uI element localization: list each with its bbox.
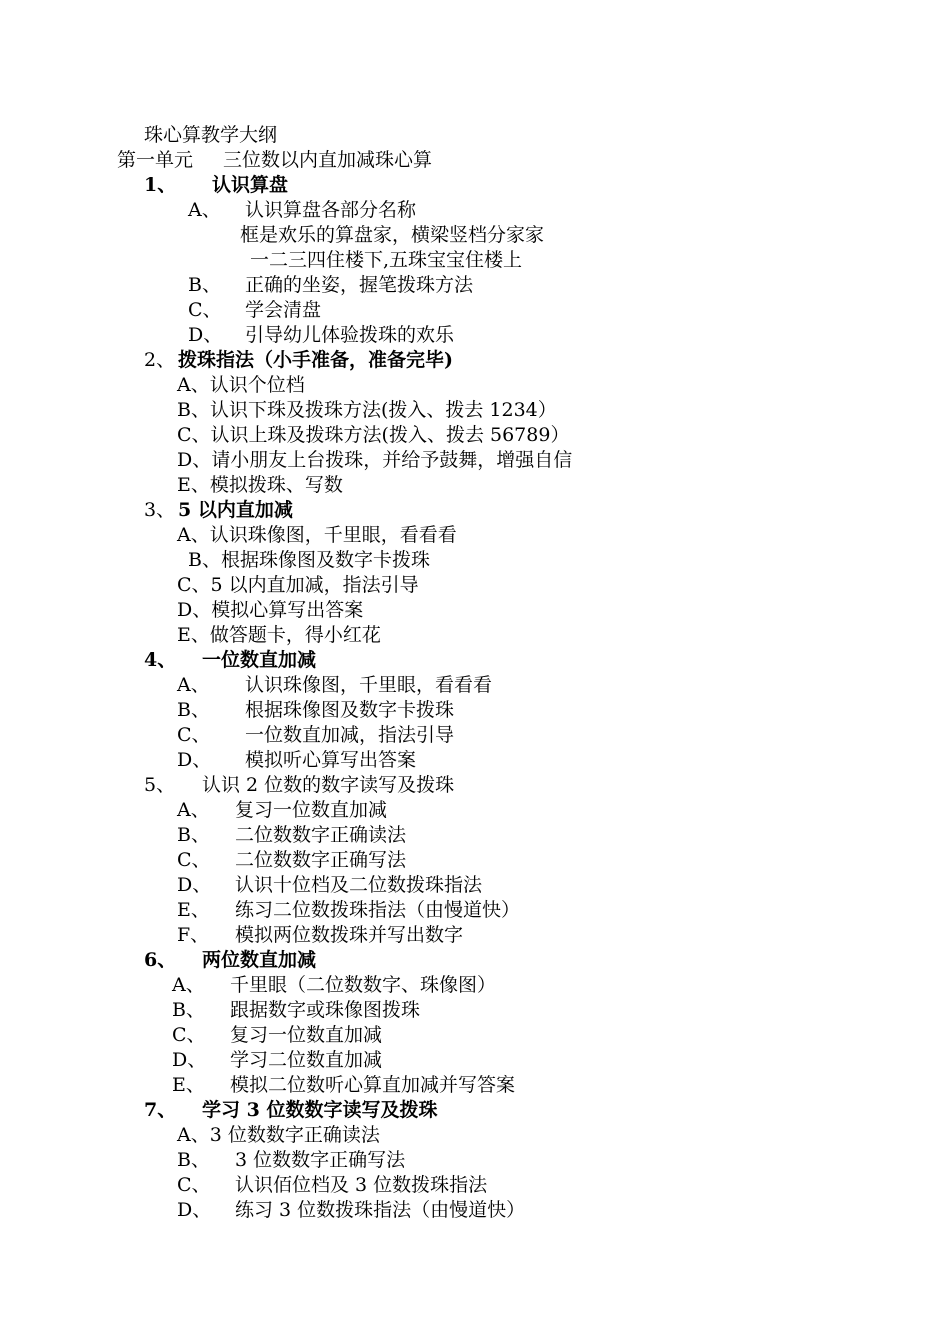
section-heading — [144, 648, 316, 673]
list-item: A、认识珠像图，千里眼，看看看 — [177, 524, 457, 546]
section-marker: 2、 — [144, 349, 176, 371]
list-item: D、 学习二位数直加减 — [172, 1049, 383, 1071]
list-item: A、3 位数数字正确读法 — [177, 1124, 380, 1146]
list-item: C、 认识佰位档及 3 位数拨珠指法 — [177, 1174, 488, 1196]
section-heading — [144, 173, 288, 198]
section-marker: 1、 — [144, 174, 177, 196]
list-item: A、 复习一位数直加减 — [177, 799, 388, 821]
list-item: C、5 以内直加减，指法引导 — [177, 574, 419, 596]
list-item: E、做答题卡，得小红花 — [177, 624, 381, 646]
section-marker: 7、 — [144, 1099, 177, 1121]
unit-title: 三位数以内直加减珠心算 — [223, 149, 433, 171]
list-item: D、请小朋友上台拨珠，并给予鼓舞，增强自信 — [177, 449, 573, 471]
list-item: B、 3 位数数字正确写法 — [177, 1149, 406, 1171]
section-heading — [144, 348, 453, 373]
list-item: F、 模拟两位数拨珠并写出数字 — [177, 924, 464, 946]
list-item: B、 二位数数字正确读法 — [177, 824, 407, 846]
list-item: A、 千里眼（二位数数字、珠像图） — [172, 974, 497, 996]
unit-label: 第一单元 — [117, 149, 194, 171]
section-heading — [144, 948, 316, 973]
list-item: C、认识上珠及拨珠方法(拨入、拨去 56789） — [177, 424, 570, 446]
section-heading — [144, 1098, 437, 1123]
list-item: D、 引导幼儿体验拨珠的欢乐 — [188, 324, 455, 346]
list-item: 框是欢乐的算盘家，横梁竖档分家家 — [240, 224, 545, 246]
document-title: 珠心算教学大纲 — [144, 124, 278, 146]
list-item: A、 认识珠像图，千里眼，看看看 — [177, 674, 493, 696]
list-item: D、 模拟听心算写出答案 — [177, 749, 417, 771]
list-item: A、认识个位档 — [177, 374, 305, 396]
list-item: C、 学会清盘 — [188, 299, 322, 321]
section-marker: 3、 — [144, 499, 176, 521]
section-title: 拨珠指法（小手准备，准备完毕) — [178, 349, 453, 371]
list-item: B、 根据珠像图及数字卡拨珠 — [177, 699, 455, 721]
section-marker: 5、 — [144, 774, 176, 796]
list-item: C、 一位数直加减，指法引导 — [177, 724, 455, 746]
list-item: E、 练习二位数拨珠指法（由慢道快） — [177, 899, 521, 921]
section-heading — [144, 498, 293, 523]
list-item: D、 认识十位档及二位数拨珠指法 — [177, 874, 483, 896]
list-item: C、 复习一位数直加减 — [172, 1024, 383, 1046]
list-item: B、认识下珠及拨珠方法(拨入、拨去 1234） — [177, 399, 557, 421]
section-title: 一位数直加减 — [202, 649, 317, 671]
section-marker: 4、 — [144, 649, 177, 671]
section-title: 认识 2 位数的数字读写及拨珠 — [202, 774, 455, 796]
section-heading — [144, 773, 454, 798]
section-title: 两位数直加减 — [202, 949, 317, 971]
section-title: 认识算盘 — [212, 174, 289, 196]
list-item: C、 二位数数字正确写法 — [177, 849, 407, 871]
list-item: 一二三四住楼下,五珠宝宝住楼上 — [250, 249, 523, 271]
list-item: E、 模拟二位数听心算直加减并写答案 — [172, 1074, 516, 1096]
list-item: E、模拟拨珠、写数 — [177, 474, 343, 496]
list-item: B、 跟据数字或珠像图拨珠 — [172, 999, 421, 1021]
unit-heading — [117, 148, 432, 173]
list-item: A、 认识算盘各部分名称 — [188, 199, 417, 221]
list-item: D、模拟心算写出答案 — [177, 599, 364, 621]
list-item: D、 练习 3 位数拨珠指法（由慢道快） — [177, 1199, 526, 1221]
list-item: B、 正确的坐姿，握笔拨珠方法 — [188, 274, 474, 296]
section-title: 5 以内直加减 — [178, 499, 293, 521]
section-marker: 6、 — [144, 949, 177, 971]
list-item: B、根据珠像图及数字卡拨珠 — [188, 549, 430, 571]
section-title: 学习 3 位数数字读写及拨珠 — [202, 1099, 438, 1121]
